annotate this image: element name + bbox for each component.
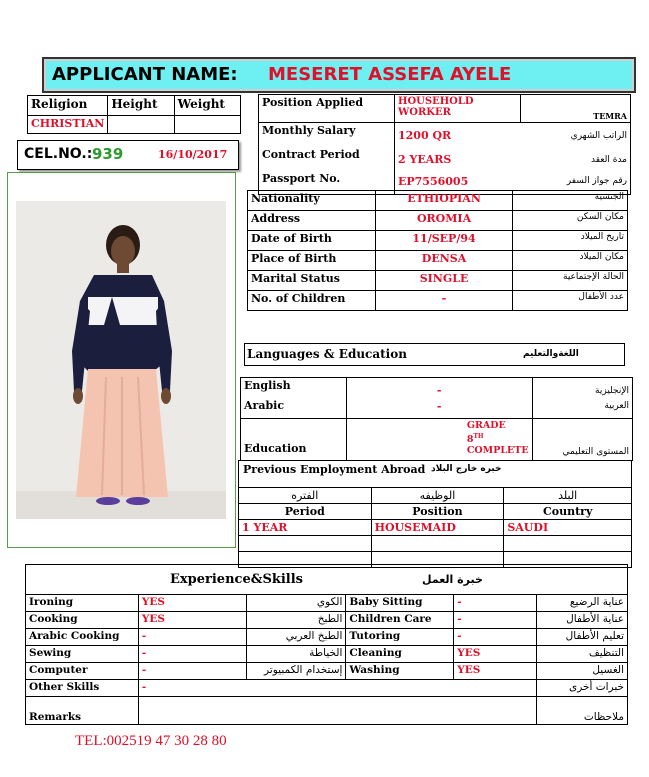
- skill-arabic: الطبخ العربي: [246, 629, 346, 646]
- education-value: [346, 418, 532, 460]
- skill-value: YES: [454, 663, 537, 680]
- experience-table: [25, 594, 628, 725]
- skill-label: Arabic Cooking: [26, 629, 139, 646]
- salary-value: 1200 QR: [398, 129, 452, 142]
- cel-number: 939: [92, 145, 124, 163]
- english-arabic: الإنجليزية: [532, 378, 632, 399]
- languages-title-arabic: اللغةوالتعليم: [523, 349, 579, 359]
- previous-employment-title: Previous Employment Abroad: [243, 463, 426, 476]
- skill-arabic: الطبخ: [246, 612, 346, 629]
- education-line-1: GRADE: [466, 419, 506, 431]
- arabic-value: -: [346, 398, 532, 418]
- experience-row: [26, 646, 628, 663]
- education-arabic: المستوى التعليمي: [532, 418, 632, 460]
- children-arabic: عدد الأطفال: [513, 291, 628, 311]
- education-line-3: COMPLETE: [466, 444, 529, 456]
- skill-arabic: الكوي: [246, 595, 346, 612]
- skill-label: Tutoring: [346, 629, 454, 646]
- cel-date: 16/10/2017: [158, 148, 228, 161]
- religion-value: CHRISTIAN: [28, 116, 108, 134]
- arabic-arabic: العربية: [532, 398, 632, 418]
- education-line-2: 8TH: [466, 432, 484, 445]
- pob-label: Place of Birth: [248, 251, 376, 271]
- pob-value: DENSA: [375, 251, 513, 271]
- applicant-name-value: MESERET ASSEFA AYELE: [268, 64, 512, 85]
- passport-label: Passport No.: [259, 171, 395, 195]
- arabic-label: Arabic: [241, 398, 347, 418]
- experience-row: [26, 663, 628, 680]
- skill-value: -: [138, 629, 246, 646]
- applicant-photo: [16, 201, 226, 519]
- applicant-name-bar: [42, 57, 636, 93]
- country-header: Country: [504, 504, 632, 520]
- telephone: TEL:002519 47 30 28 80: [75, 733, 227, 749]
- position-label: Position Applied: [259, 95, 395, 123]
- prev-country-value: SAUDI: [504, 520, 632, 536]
- dob-arabic: تاريخ الميلاد: [513, 231, 628, 251]
- english-value: -: [346, 378, 532, 399]
- experience-title-arabic: خبرة العمل: [422, 573, 483, 586]
- skill-arabic: عناية الأطفال: [537, 612, 628, 629]
- weight-value: [174, 116, 240, 134]
- remarks-value: [138, 697, 536, 725]
- skill-label: Computer: [26, 663, 139, 680]
- dob-value: 11/SEP/94: [375, 231, 513, 251]
- experience-row: [26, 595, 628, 612]
- position-table: [258, 94, 631, 195]
- skill-label: Children Care: [346, 612, 454, 629]
- period-header: Period: [239, 504, 372, 520]
- skill-label: Sewing: [26, 646, 139, 663]
- skill-arabic: عناية الرضيع: [537, 595, 628, 612]
- skill-value: -: [454, 629, 537, 646]
- prev-position-value: HOUSEMAID: [371, 520, 504, 536]
- address-arabic: مكان السكن: [513, 211, 628, 231]
- skill-value: -: [138, 646, 246, 663]
- english-label: English: [241, 378, 347, 399]
- religion-label: Religion: [28, 96, 108, 116]
- nationality-label: Nationality: [248, 191, 376, 211]
- languages-title: Languages & Education: [247, 347, 407, 361]
- address-value: OROMIA: [375, 211, 513, 231]
- contract-value: 2 YEARS: [398, 152, 452, 166]
- prev-period-value: 1 YEAR: [239, 520, 372, 536]
- cel-box: [17, 140, 239, 170]
- languages-table: [240, 377, 633, 461]
- remarks-arabic: ملاحظات: [537, 697, 628, 725]
- applicant-photo-icon: [16, 201, 226, 519]
- skill-label: Cooking: [26, 612, 139, 629]
- skill-label: Washing: [346, 663, 454, 680]
- other-skills-value: -: [138, 680, 536, 697]
- skill-value: -: [454, 595, 537, 612]
- country-arabic: البلد: [504, 488, 632, 504]
- address-label: Address: [248, 211, 376, 231]
- children-label: No. of Children: [248, 291, 376, 311]
- languages-header: [244, 343, 625, 366]
- personal-info-table: [247, 190, 628, 311]
- applicant-name-label: APPLICANT NAME:: [52, 64, 238, 85]
- children-value: -: [375, 291, 513, 311]
- salary-label: Monthly Salary: [259, 123, 395, 147]
- other-skills-label: Other Skills: [26, 680, 139, 697]
- position-header: Position: [371, 504, 504, 520]
- height-value: [108, 116, 174, 134]
- contract-arabic: مدة العقد: [521, 147, 631, 171]
- skill-label: Cleaning: [346, 646, 454, 663]
- remarks-label: Remarks: [26, 697, 139, 725]
- passport-arabic: رقم جواز السفر: [521, 171, 631, 195]
- skill-arabic: الخياطة: [246, 646, 346, 663]
- marital-value: SINGLE: [375, 271, 513, 291]
- contract-label: Contract Period: [259, 147, 395, 171]
- religion-height-weight-table: [27, 95, 241, 134]
- skill-value: YES: [138, 612, 246, 629]
- other-skills-arabic: خبرات أخرى: [537, 680, 628, 697]
- salary-arabic: الراتب الشهري: [521, 123, 631, 147]
- pob-arabic: مكان الميلاد: [513, 251, 628, 271]
- nationality-value: ETHIOPIAN: [375, 191, 513, 211]
- marital-label: Marital Status: [248, 271, 376, 291]
- experience-row: [26, 612, 628, 629]
- skill-value: YES: [454, 646, 537, 663]
- skill-value: -: [454, 612, 537, 629]
- nationality-arabic: الجنسية: [513, 191, 628, 211]
- marital-arabic: الحالة الإجتماعية: [513, 271, 628, 291]
- experience-header: [25, 564, 628, 594]
- skill-arabic: إستخدام الكمبيوتر: [246, 663, 346, 680]
- photo-frame: [7, 172, 236, 548]
- position-value: HOUSEHOLD WORKER: [395, 95, 521, 123]
- passport-value: EP7556005: [395, 171, 521, 195]
- position-arabic: TEMRA: [521, 95, 631, 123]
- previous-employment-title-arabic: خبره خارج البلاد: [431, 464, 502, 474]
- skill-value: -: [138, 663, 246, 680]
- height-label: Height: [108, 96, 174, 116]
- skill-arabic: تعليم الأطفال: [537, 629, 628, 646]
- skill-arabic: الغسيل: [537, 663, 628, 680]
- cel-label: CEL.NO.:: [24, 146, 93, 162]
- position-col-arabic: الوظيفه: [371, 488, 504, 504]
- skill-value: YES: [138, 595, 246, 612]
- period-arabic: الفتره: [239, 488, 372, 504]
- dob-label: Date of Birth: [248, 231, 376, 251]
- previous-employment-table: [238, 487, 632, 568]
- skill-arabic: التنظيف: [537, 646, 628, 663]
- skill-label: Baby Sitting: [346, 595, 454, 612]
- skill-label: Ironing: [26, 595, 139, 612]
- education-label: Education: [241, 418, 347, 460]
- experience-row: [26, 629, 628, 646]
- weight-label: Weight: [174, 96, 240, 116]
- experience-title: Experience&Skills: [170, 572, 303, 587]
